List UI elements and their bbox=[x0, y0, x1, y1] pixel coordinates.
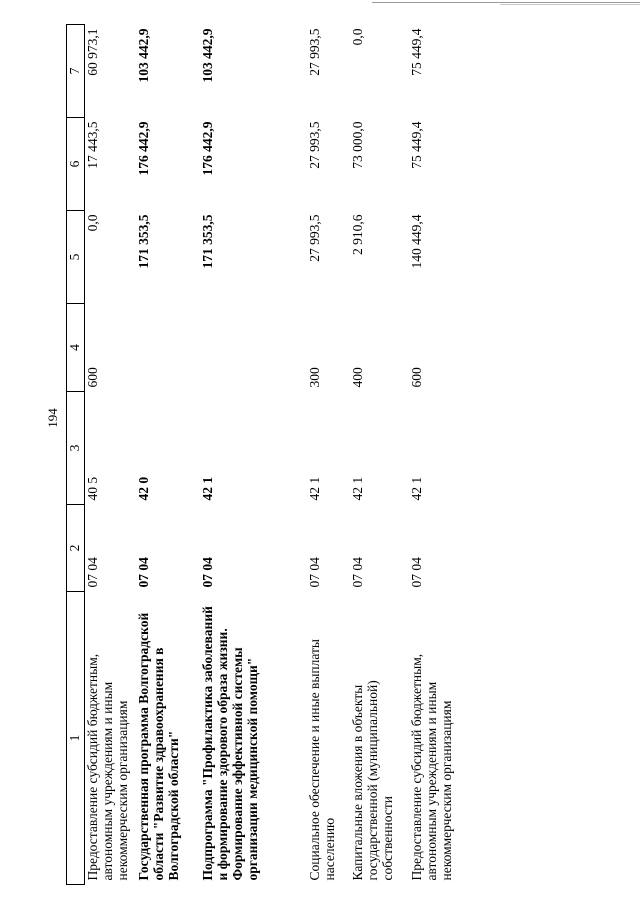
amount-2: 17 443,5 bbox=[85, 121, 100, 169]
expense-type-code: 300 bbox=[307, 367, 322, 388]
amount-3: 103 442,9 bbox=[136, 28, 151, 83]
page-number: 194 bbox=[45, 408, 60, 428]
row-name: Государственная программа Волгоградской области "Развитие здравоохранения в Волгоградской области" bbox=[136, 612, 182, 881]
column-header: 1 bbox=[67, 592, 85, 885]
target-article-code: 42 1 bbox=[409, 476, 424, 501]
amount-1: 2 910,6 bbox=[350, 214, 365, 255]
table-row bbox=[200, 25, 307, 885]
expense-type-code: 400 bbox=[350, 367, 365, 388]
amount-1: 171 353,5 bbox=[200, 214, 215, 269]
amount-2: 75 449,4 bbox=[409, 121, 424, 169]
section-code: 07 04 bbox=[409, 557, 424, 588]
column-header: 3 bbox=[67, 392, 85, 505]
section-code: 07 04 bbox=[350, 557, 365, 588]
row-name: Подпрограмма "Профилактика заболеваний и формирование здорового образа жизни. Формирование эффективной системы организации медицинской помощи" bbox=[200, 606, 261, 881]
scan-edge-line bbox=[500, 4, 640, 5]
table-header-row bbox=[67, 25, 85, 885]
expense-type-code bbox=[200, 304, 307, 392]
rotated-page bbox=[45, 25, 600, 885]
target-article-code: 42 1 bbox=[307, 476, 322, 501]
column-header: 4 bbox=[67, 304, 85, 392]
amount-3: 103 442,9 bbox=[200, 28, 215, 83]
column-header: 7 bbox=[67, 25, 85, 118]
expense-type-code: 600 bbox=[409, 367, 424, 388]
column-header: 6 bbox=[67, 118, 85, 211]
section-code: 07 04 bbox=[136, 557, 151, 588]
expense-type-code bbox=[136, 304, 200, 392]
scan-edge-line bbox=[372, 2, 640, 3]
table-row bbox=[136, 25, 200, 885]
target-article-code: 42 1 bbox=[200, 476, 215, 501]
table-row bbox=[307, 25, 350, 885]
column-header: 2 bbox=[67, 505, 85, 592]
target-article-code: 42 1 bbox=[350, 476, 365, 501]
expense-type-code: 600 bbox=[85, 367, 100, 388]
amount-3: 27 993,5 bbox=[307, 28, 322, 76]
amount-2: 176 442,9 bbox=[136, 121, 151, 176]
target-article-code: 42 0 bbox=[136, 476, 151, 501]
row-name: Предоставление субсидий бюджетным, автономным учреждениям и иным некоммерческим организациям bbox=[409, 653, 455, 881]
row-name: Предоставление субсидий бюджетным, автономным учреждениям и иным некоммерческим организациям bbox=[85, 653, 131, 881]
amount-1: 140 449,4 bbox=[409, 214, 424, 269]
amount-3: 60 973,1 bbox=[85, 28, 100, 76]
table-row bbox=[409, 25, 479, 885]
column-header: 5 bbox=[67, 211, 85, 304]
amount-3: 75 449,4 bbox=[409, 28, 424, 76]
amount-1: 171 353,5 bbox=[136, 214, 151, 269]
table-row bbox=[85, 25, 137, 885]
amount-2: 27 993,5 bbox=[307, 121, 322, 169]
row-name: Капитальные вложения в объекты государственной (муниципальной) собственности bbox=[350, 680, 396, 881]
target-article-code: 40 5 bbox=[85, 476, 100, 501]
row-name: Социальное обеспечение и иные выплаты населению bbox=[307, 639, 338, 881]
amount-1: 0,0 bbox=[85, 214, 100, 232]
amount-3: 0,0 bbox=[350, 28, 365, 46]
section-code: 07 04 bbox=[85, 557, 100, 588]
section-code: 07 04 bbox=[200, 557, 215, 588]
amount-2: 73 000,0 bbox=[350, 121, 365, 169]
table-row bbox=[350, 25, 409, 885]
amount-1: 27 993,5 bbox=[307, 214, 322, 262]
amount-2: 176 442,9 bbox=[200, 121, 215, 176]
budget-table bbox=[66, 24, 479, 885]
section-code: 07 04 bbox=[307, 557, 322, 588]
